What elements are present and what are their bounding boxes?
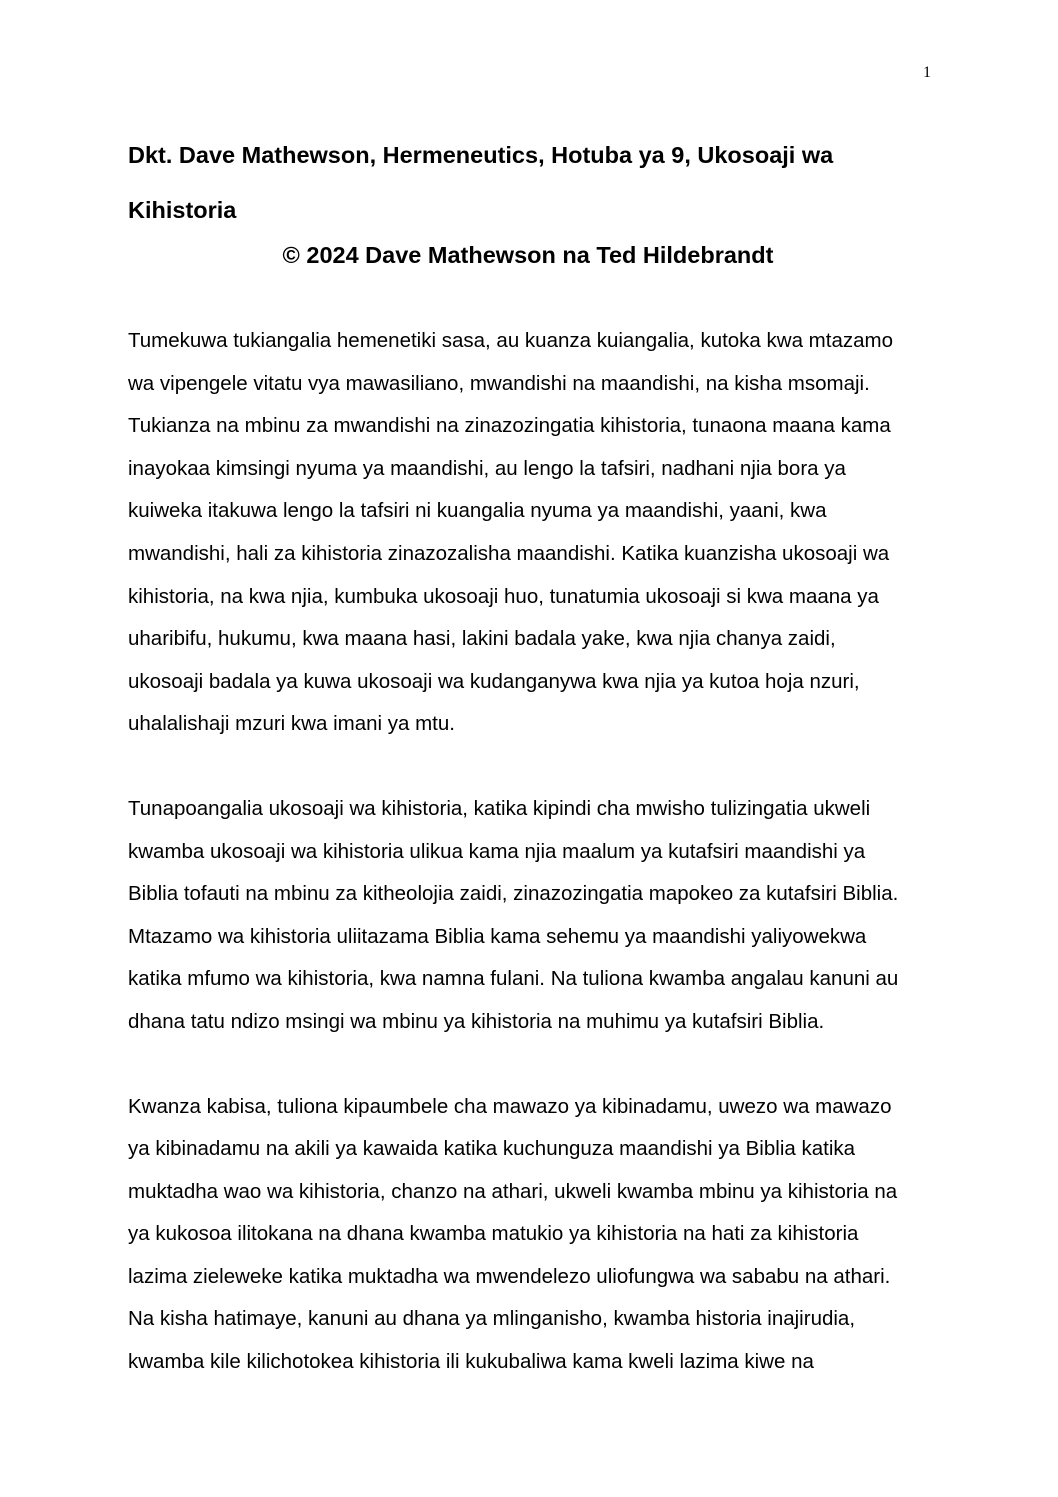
text-line: Na kisha hatimaye, kanuni au dhana ya mlinganisho, kwamba historia inajirudia, [128, 1307, 856, 1331]
page-number: 1 [923, 64, 931, 81]
text-line: kwamba kile kilichotokea kihistoria ili kukubaliwa kama kweli lazima kiwe na [128, 1350, 814, 1374]
text-line: mwandishi, hali za kihistoria zinazozalisha maandishi. Katika kuanzisha ukosoaji wa [128, 541, 890, 565]
text-line: Biblia tofauti na mbinu za kitheolojia zaidi, zinazozingatia mapokeo za kutafsiri Biblia. [128, 882, 899, 906]
copyright-notice: © 2024 Dave Mathewson na Ted Hildebrandt [282, 242, 774, 268]
paragraph-3 [128, 1086, 940, 1384]
title-line: Dkt. Dave Mathewson, Hermeneutics, Hotuba ya 9, Ukosoaji wa [128, 142, 834, 168]
title-line: Kihistoria [128, 197, 237, 223]
text-line: Mtazamo wa kihistoria uliitazama Biblia kama sehemu ya maandishi yaliyowekwa [128, 924, 867, 948]
text-line: kwamba ukosoaji wa kihistoria ulikua kama njia maalum ya kutafsiri maandishi ya [128, 839, 866, 863]
text-line: muktadha wao wa kihistoria, chanzo na athari, ukweli kwamba mbinu ya kihistoria na [128, 1179, 898, 1203]
text-line: kuiweka itakuwa lengo la tafsiri ni kuangalia nyuma ya maandishi, yaani, kwa [128, 499, 827, 523]
text-line: dhana tatu ndizo msingi wa mbinu ya kihistoria na muhimu ya kutafsiri Biblia. [128, 1009, 825, 1033]
text-line: ya kibinadamu na akili ya kawaida katika kuchunguza maandishi ya Biblia katika [128, 1137, 856, 1161]
text-line: Tunapoangalia ukosoaji wa kihistoria, katika kipindi cha mwisho tulizingatia ukweli [128, 796, 871, 820]
text-line: katika mfumo wa kihistoria, kwa namna fulani. Na tuliona kwamba angalau kanuni au [128, 967, 899, 991]
text-line: uharibifu, hukumu, kwa maana hasi, lakini badala yake, kwa njia chanya zaidi, [128, 627, 836, 651]
text-line: ukosoaji badala ya kuwa ukosoaji wa kudanganywa kwa njia ya kutoa hoja nzuri, [128, 669, 860, 693]
text-line: lazima zieleweke katika muktadha wa mwendelezo uliofungwa wa sababu na athari. [128, 1264, 891, 1288]
document-title [128, 128, 938, 238]
paragraph-1 [128, 320, 940, 746]
document-body [128, 320, 940, 1426]
text-line: kihistoria, na kwa njia, kumbuka ukosoaji huo, tunatumia ukosoaji si kwa maana ya [128, 584, 879, 608]
text-line: uhalalishaji mzuri kwa imani ya mtu. [128, 712, 455, 736]
text-line: wa vipengele vitatu vya mawasiliano, mwandishi na maandishi, na kisha msomaji. [128, 371, 870, 395]
text-line: Kwanza kabisa, tuliona kipaumbele cha mawazo ya kibinadamu, uwezo wa mawazo [128, 1094, 892, 1118]
text-line: inayokaa kimsingi nyuma ya maandishi, au lengo la tafsiri, nadhani njia bora ya [128, 456, 846, 480]
text-line: ya kukosoa ilitokana na dhana kwamba matukio ya kihistoria na hati za kihistoria [128, 1222, 859, 1246]
text-line: Tukianza na mbinu za mwandishi na zinazozingatia kihistoria, tunaona maana kama [128, 414, 891, 438]
text-line: Tumekuwa tukiangalia hemenetiki sasa, au kuanza kuiangalia, kutoka kwa mtazamo [128, 329, 893, 352]
paragraph-2 [128, 788, 940, 1044]
